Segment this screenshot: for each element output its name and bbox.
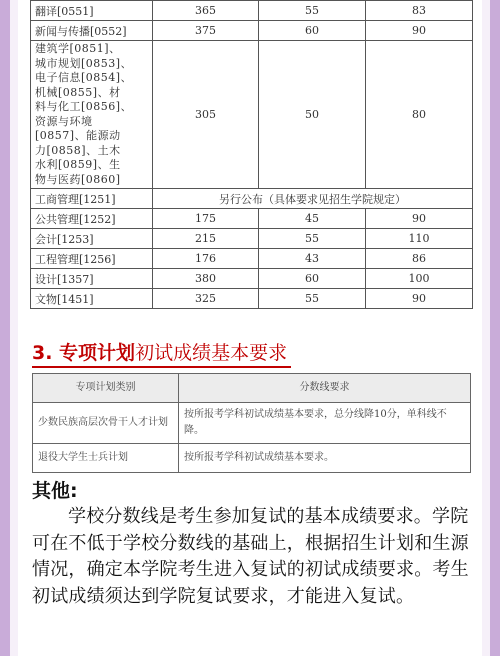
single-score-1: 45 (259, 209, 366, 229)
single-score-2: 90 (366, 21, 473, 41)
single-score-2: 86 (366, 249, 473, 269)
right-frame-stripe (490, 0, 500, 656)
major-line: 料与化工[0856]、 (35, 100, 133, 113)
table-row (31, 289, 473, 309)
special-plan-table (32, 373, 471, 473)
score-table (30, 0, 473, 309)
table-row (31, 1, 473, 21)
section-title (32, 340, 291, 368)
left-frame-stripe (0, 0, 10, 656)
total-score: 215 (153, 229, 259, 249)
single-score-1: 55 (259, 229, 366, 249)
table-row (31, 21, 473, 41)
single-score-1: 55 (259, 1, 366, 21)
table-row (33, 444, 471, 473)
single-score-1: 55 (259, 289, 366, 309)
plan-requirement: 按所报考学科初试成绩基本要求。 (179, 444, 471, 473)
total-score: 176 (153, 249, 259, 269)
total-score: 305 (153, 41, 259, 189)
major-line: 资源与环境 (35, 114, 93, 128)
major-name: 工商管理[1251] (31, 189, 153, 209)
other-section (32, 478, 472, 610)
single-score-1: 50 (259, 41, 366, 189)
merged-note: 另行公布（具体要求见招生学院规定） (153, 189, 473, 209)
major-line: [0857]、能源动 (35, 129, 121, 142)
single-score-2: 83 (366, 1, 473, 21)
major-line: 建筑学[0851]、 (35, 42, 121, 55)
total-score: 365 (153, 1, 259, 21)
single-score-1: 60 (259, 269, 366, 289)
section-title-bold: 3. 专项计划 (32, 342, 136, 364)
major-name: 会计[1253] (31, 229, 153, 249)
single-score-1: 60 (259, 21, 366, 41)
column-header: 专项计划类别 (33, 374, 179, 403)
major-line: 水利[0859]、生 (35, 158, 121, 171)
major-name: 文物[1451] (31, 289, 153, 309)
major-line: 机械[0855]、材 (35, 85, 121, 99)
plan-type: 退役大学生士兵计划 (33, 444, 179, 473)
table-row (31, 269, 473, 289)
section-title-rest: 初试成绩基本要求 (135, 342, 288, 364)
single-score-2: 90 (366, 209, 473, 229)
plan-requirement: 按所报考学科初试成绩基本要求，总分线降10分，单科线不降。 (179, 403, 471, 444)
single-score-2: 110 (366, 229, 473, 249)
total-score: 325 (153, 289, 259, 309)
total-score: 380 (153, 269, 259, 289)
table-row (31, 209, 473, 229)
plan-type: 少数民族高层次骨干人才计划 (33, 403, 179, 444)
major-line: 电子信息[0854]、 (35, 71, 133, 84)
major-name: 工程管理[1256] (31, 249, 153, 269)
major-line: 物与医药[0860] (35, 172, 121, 186)
table-row (31, 249, 473, 269)
total-score: 375 (153, 21, 259, 41)
table-row (31, 41, 473, 189)
major-line: 城市规划[0853]、 (35, 56, 133, 70)
single-score-2: 90 (366, 289, 473, 309)
document-card (18, 0, 482, 656)
major-name: 新闻与传播[0552] (31, 21, 153, 41)
single-score-1: 43 (259, 249, 366, 269)
other-heading: 其他: (32, 480, 78, 502)
major-name-multiline (31, 41, 153, 189)
table-row (33, 403, 471, 444)
single-score-2: 80 (366, 41, 473, 189)
total-score: 175 (153, 209, 259, 229)
major-name: 翻译[0551] (31, 1, 153, 21)
table-header-row (33, 374, 471, 403)
major-name: 设计[1357] (31, 269, 153, 289)
major-name: 公共管理[1252] (31, 209, 153, 229)
table-row (31, 229, 473, 249)
single-score-2: 100 (366, 269, 473, 289)
column-header: 分数线要求 (179, 374, 471, 403)
table-row (31, 189, 473, 209)
other-paragraph: 学校分数线是考生参加复试的基本成绩要求。学院可在不低于学校分数线的基础上，根据招生计划和生源情况，确定本学院考生进入复试的初试成绩要求。考生初试成绩须达到学院复试要求，才能进入复试。 (32, 506, 469, 607)
major-line: 力[0858]、土木 (35, 143, 121, 157)
